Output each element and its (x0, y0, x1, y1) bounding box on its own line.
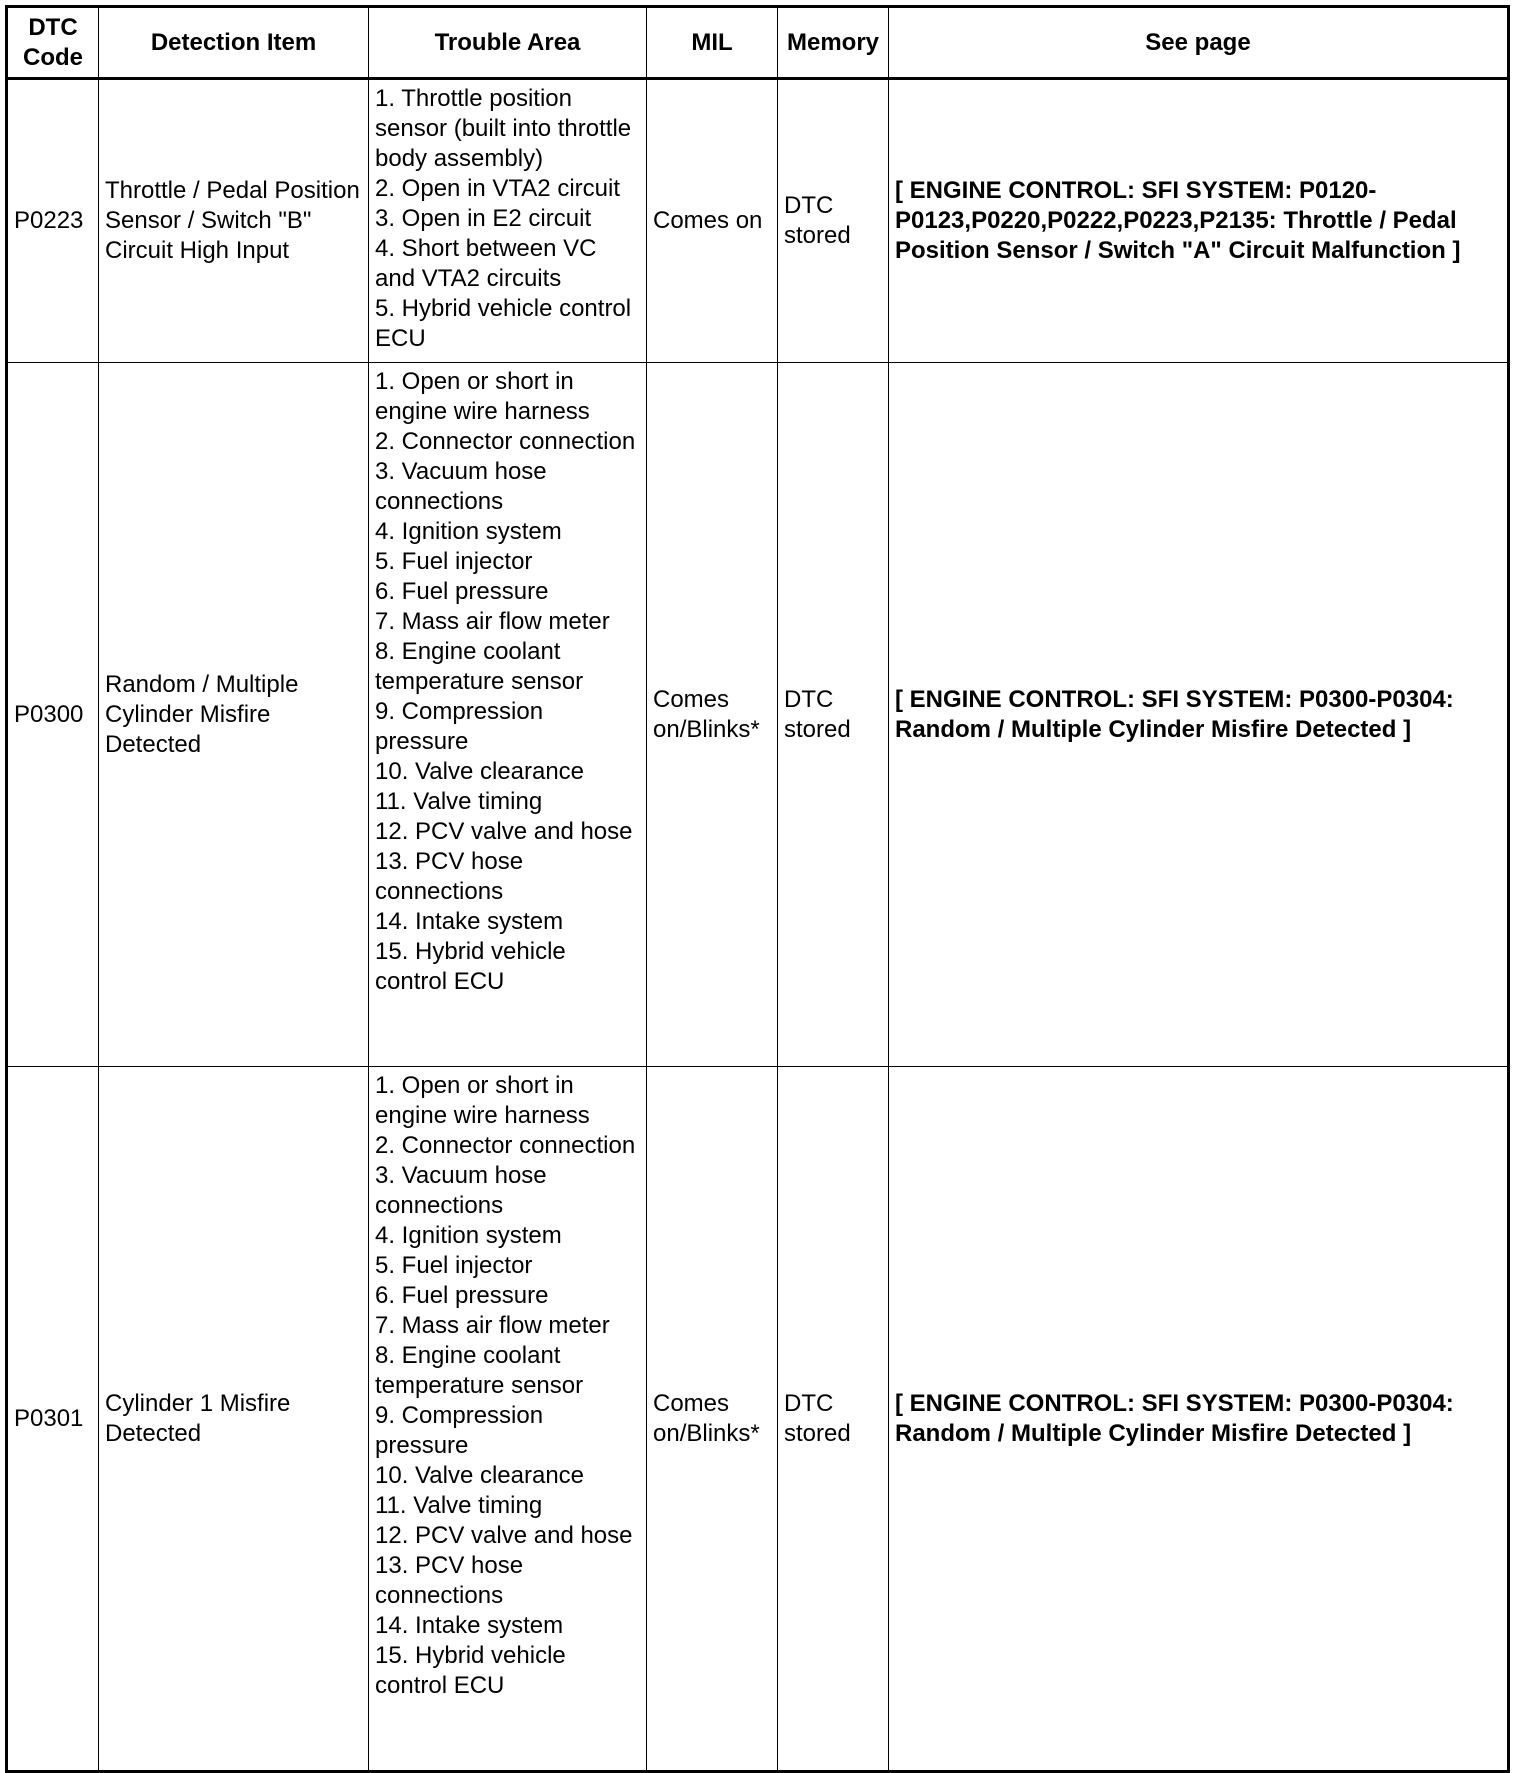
trouble-area-item: 8. Engine coolant temperature sensor (375, 1342, 584, 1399)
header-detection-item: Detection Item (99, 7, 369, 79)
trouble-area-item: 1. Open or short in engine wire harness (375, 368, 590, 425)
trouble-area-item: 3. Vacuum hose connections (375, 1162, 547, 1219)
trouble-area (369, 1067, 647, 1772)
trouble-area-item: 4. Short between VC and VTA2 circuits (375, 235, 597, 292)
memory-status: DTC stored (778, 1067, 889, 1772)
detection-item: Cylinder 1 Misfire Detected (99, 1067, 369, 1772)
trouble-area-item: 3. Open in E2 circuit (375, 205, 592, 232)
trouble-area-item: 13. PCV hose connections (375, 848, 524, 905)
trouble-area-item: 13. PCV hose connections (375, 1552, 524, 1609)
table-row (7, 1067, 1509, 1772)
see-page-reference[interactable]: [ ENGINE CONTROL: SFI SYSTEM: P0300-P0304: Random / Multiple Cylinder Misfire Detected ] (889, 363, 1509, 1067)
detection-item: Throttle / Pedal Position Sensor / Switch "B" Circuit High Input (99, 79, 369, 363)
trouble-area-item: 2. Connector connection (375, 1132, 636, 1159)
trouble-area-item: 12. PCV valve and hose (375, 818, 633, 845)
trouble-area-item: 6. Fuel pressure (375, 578, 549, 605)
dtc-code: P0223 (7, 79, 99, 363)
table-header-row (7, 7, 1509, 79)
header-dtc-code: DTC Code (7, 7, 99, 79)
trouble-area-item: 15. Hybrid vehicle control ECU (375, 1642, 566, 1699)
trouble-area-item: 6. Fuel pressure (375, 1282, 549, 1309)
trouble-area-item: 10. Valve clearance (375, 758, 585, 785)
trouble-area-item: 3. Vacuum hose connections (375, 458, 547, 515)
trouble-area-item: 15. Hybrid vehicle control ECU (375, 938, 566, 995)
trouble-area-item: 14. Intake system (375, 1612, 564, 1639)
trouble-area-item: 2. Connector connection (375, 428, 636, 455)
trouble-area-item: 1. Throttle position sensor (built into throttle body assembly) (375, 85, 632, 172)
table-row (7, 363, 1509, 1067)
memory-status: DTC stored (778, 79, 889, 363)
mil-status: Comes on/Blinks* (647, 1067, 778, 1772)
dtc-code: P0301 (7, 1067, 99, 1772)
header-mil: MIL (647, 7, 778, 79)
trouble-area-item: 2. Open in VTA2 circuit (375, 175, 620, 202)
trouble-area-item: 7. Mass air flow meter (375, 1312, 610, 1339)
memory-status: DTC stored (778, 363, 889, 1067)
trouble-area-item: 5. Fuel injector (375, 548, 533, 575)
trouble-area-item: 4. Ignition system (375, 1222, 562, 1249)
trouble-area-item: 9. Compression pressure (375, 1402, 544, 1459)
mil-status: Comes on/Blinks* (647, 363, 778, 1067)
header-memory: Memory (778, 7, 889, 79)
trouble-area-item: 7. Mass air flow meter (375, 608, 610, 635)
header-trouble-area: Trouble Area (369, 7, 647, 79)
dtc-table (5, 5, 1510, 1773)
table-row (7, 79, 1509, 363)
trouble-area-item: 1. Open or short in engine wire harness (375, 1072, 590, 1129)
see-page-reference[interactable]: [ ENGINE CONTROL: SFI SYSTEM: P0300-P0304: Random / Multiple Cylinder Misfire Detected ] (889, 1067, 1509, 1772)
trouble-area-item: 9. Compression pressure (375, 698, 544, 755)
see-page-reference[interactable]: [ ENGINE CONTROL: SFI SYSTEM: P0120-P0123,P0220,P0222,P0223,P2135: Throttle / Pedal Position Sensor / Switch "A" Circuit Malfunction ] (889, 79, 1509, 363)
header-see-page: See page (889, 7, 1509, 79)
trouble-area (369, 79, 647, 363)
mil-status: Comes on (647, 79, 778, 363)
detection-item: Random / Multiple Cylinder Misfire Detected (99, 363, 369, 1067)
trouble-area (369, 363, 647, 1067)
trouble-area-item: 11. Valve timing (375, 788, 543, 815)
trouble-area-item: 10. Valve clearance (375, 1462, 585, 1489)
trouble-area-item: 5. Fuel injector (375, 1252, 533, 1279)
trouble-area-item: 12. PCV valve and hose (375, 1522, 633, 1549)
trouble-area-item: 4. Ignition system (375, 518, 562, 545)
trouble-area-item: 14. Intake system (375, 908, 564, 935)
trouble-area-item: 11. Valve timing (375, 1492, 543, 1519)
dtc-code: P0300 (7, 363, 99, 1067)
trouble-area-item: 8. Engine coolant temperature sensor (375, 638, 584, 695)
trouble-area-item: 5. Hybrid vehicle control ECU (375, 295, 632, 352)
